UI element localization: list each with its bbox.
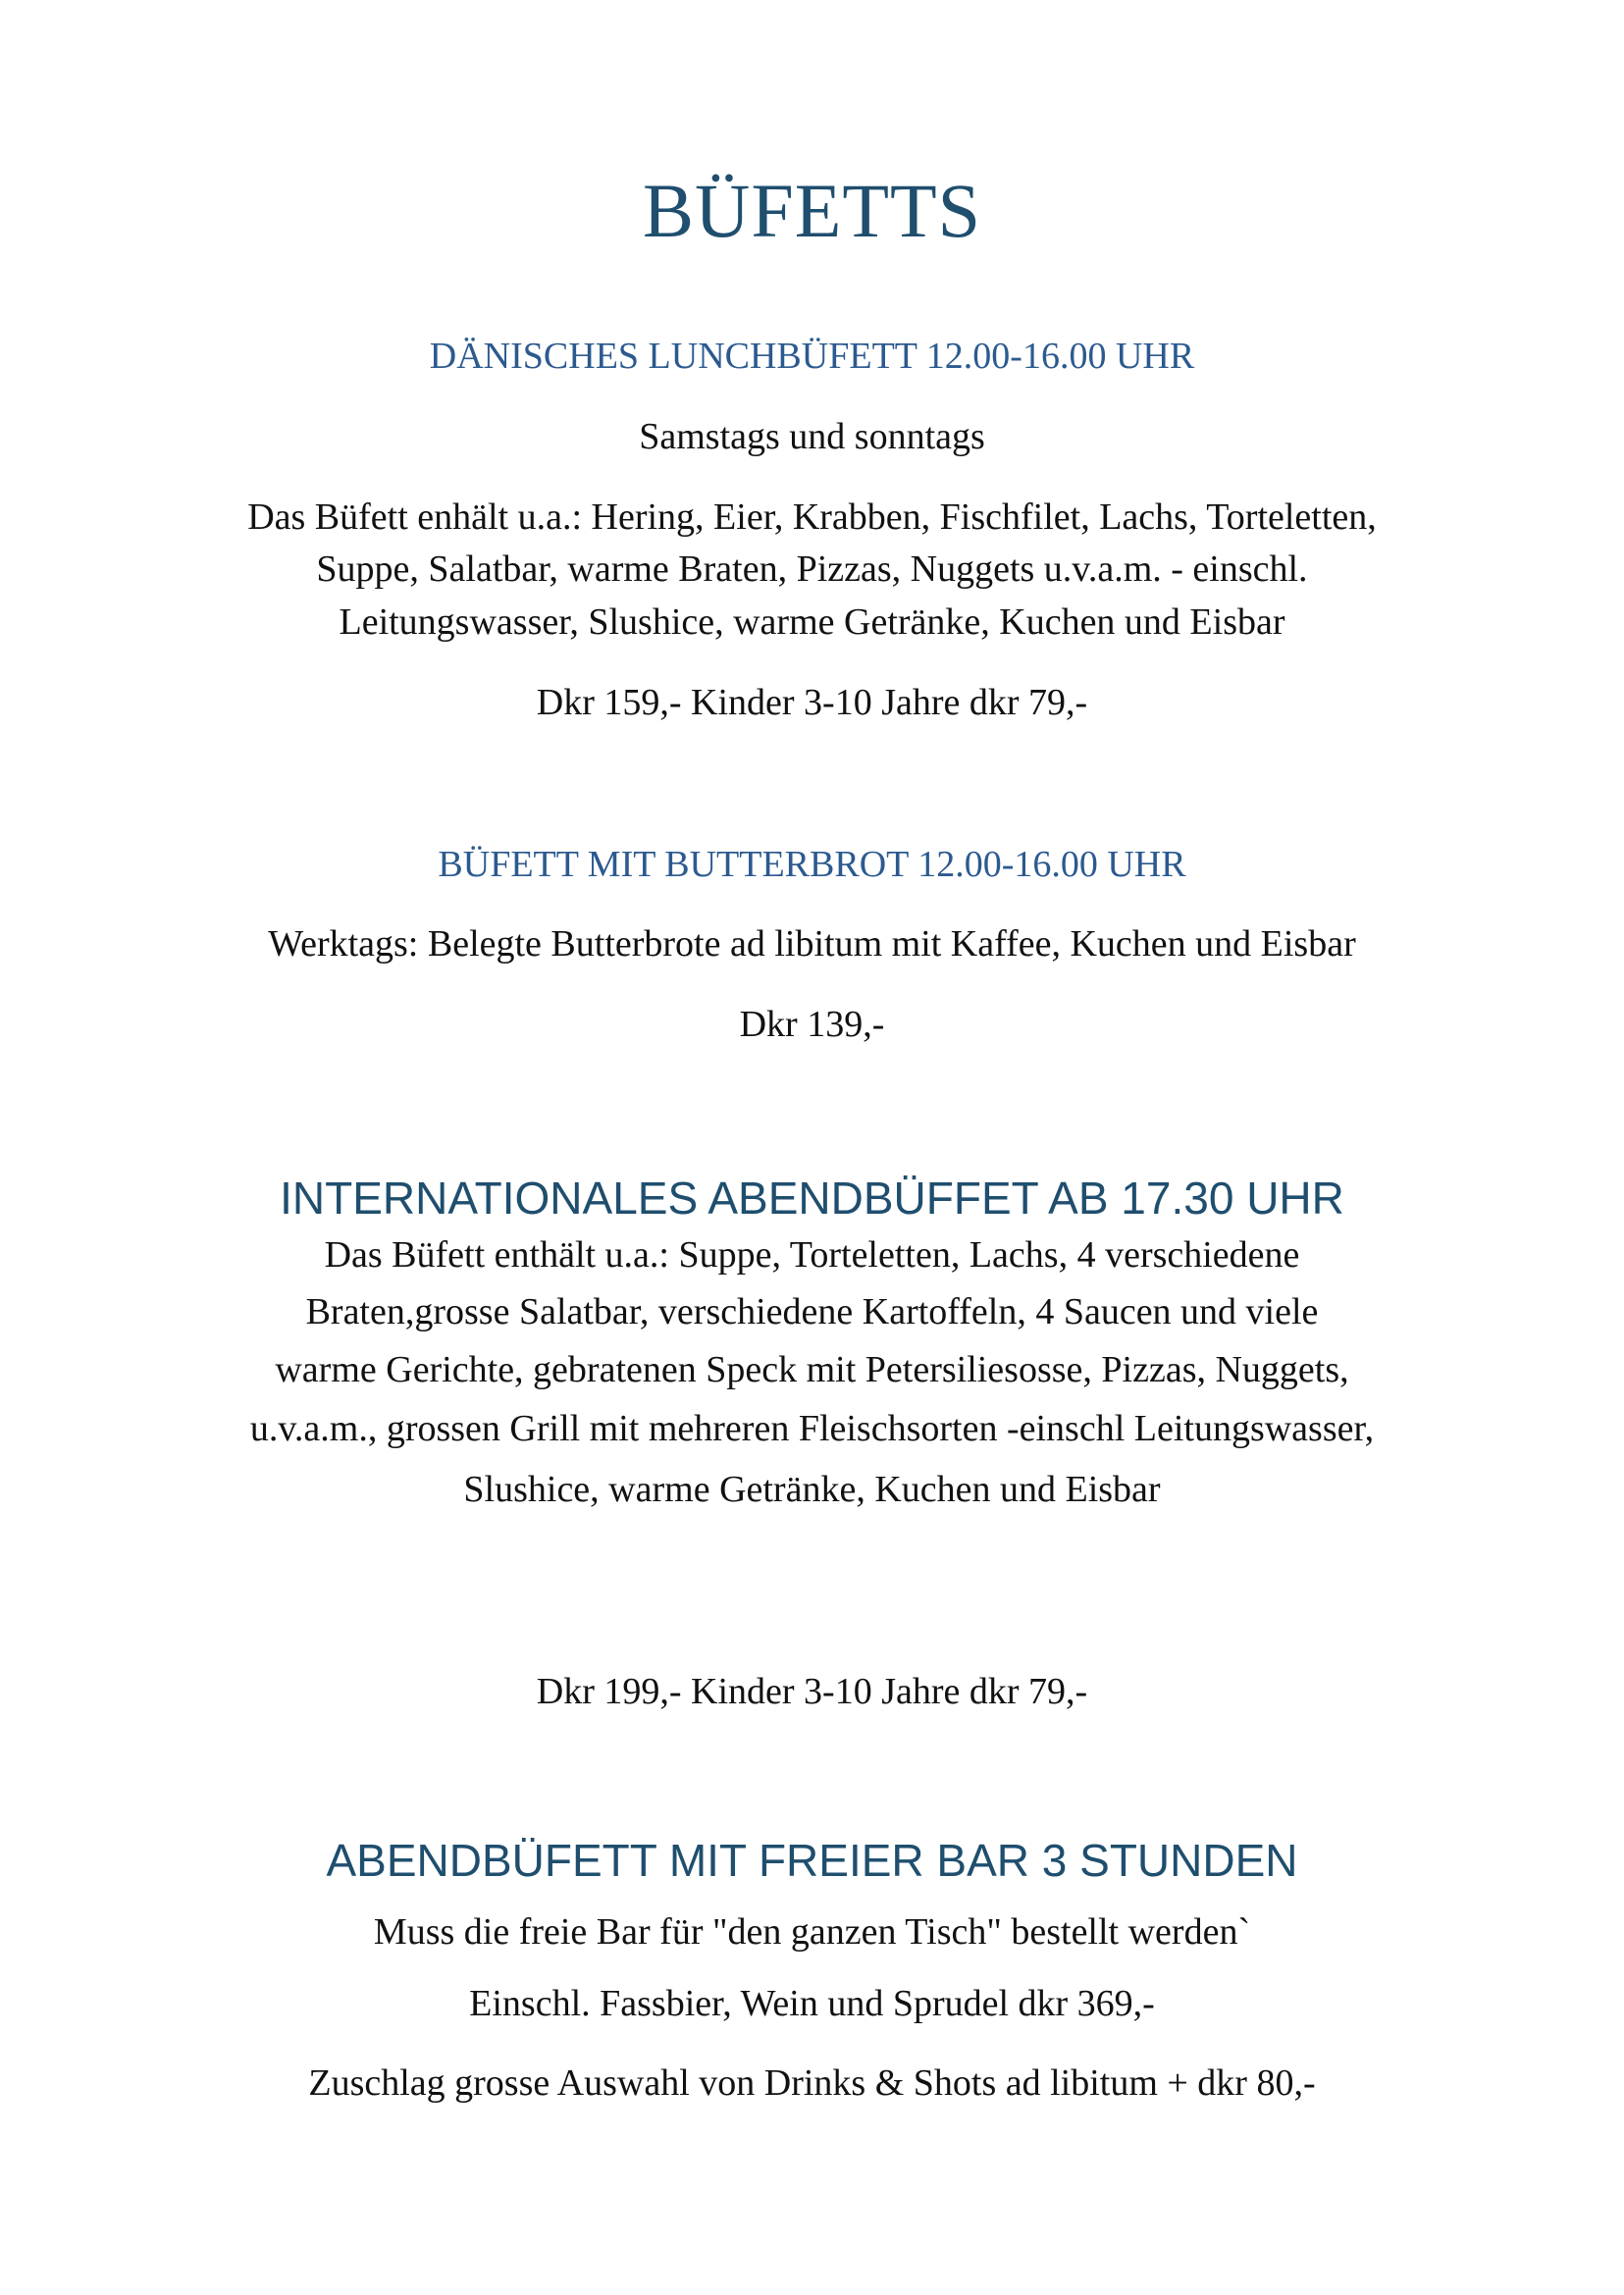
- page-title: BÜFETTS: [642, 168, 982, 253]
- section-heading-sandwich-buffet: BÜFETT MIT BUTTERBROT 12.00-16.00 UHR: [438, 844, 1186, 885]
- description-line: Zuschlag grosse Auswahl von Drinks & Shots ad libitum + dkr 80,-: [308, 2062, 1316, 2104]
- description-line: warme Gerichte, gebratenen Speck mit Petersiliesosse, Pizzas, Nuggets,: [275, 1349, 1349, 1390]
- price-line: Dkr 159,- Kinder 3-10 Jahre dkr 79,-: [536, 682, 1088, 723]
- section-heading-dinner-buffet: INTERNATIONALES ABENDBÜFFET AB 17.30 UHR: [280, 1173, 1344, 1224]
- description-line: Suppe, Salatbar, warme Braten, Pizzas, Nuggets u.v.a.m. - einschl.: [316, 548, 1308, 590]
- description-line: Das Büfett enthält u.a.: Suppe, Torteletten, Lachs, 4 verschiedene: [324, 1234, 1300, 1276]
- section-subtitle-weekend: Samstags und sonntags: [639, 416, 985, 457]
- description-line: Einschl. Fassbier, Wein und Sprudel dkr 369,-: [469, 1983, 1155, 2024]
- description-line: Leitungswasser, Slushice, warme Getränke, Kuchen und Eisbar: [339, 601, 1285, 643]
- description-line: Muss die freie Bar für "den ganzen Tisch" bestellt werden`: [373, 1911, 1251, 1953]
- description-line: Slushice, warme Getränke, Kuchen und Eisbar: [463, 1469, 1161, 1510]
- price-line: Dkr 199,- Kinder 3-10 Jahre dkr 79,-: [536, 1671, 1088, 1712]
- description-line: Das Büfett enhält u.a.: Hering, Eier, Krabben, Fischfilet, Lachs, Torteletten,: [247, 496, 1377, 538]
- description-line: Braten,grosse Salatbar, verschiedene Kartoffeln, 4 Saucen und viele: [305, 1291, 1319, 1332]
- description-line: Werktags: Belegte Butterbrote ad libitum mit Kaffee, Kuchen und Eisbar: [268, 923, 1356, 965]
- section-heading-lunch-buffet: DÄNISCHES LUNCHBÜFETT 12.00-16.00 UHR: [429, 336, 1195, 377]
- price-line: Dkr 139,-: [739, 1004, 885, 1045]
- description-line: u.v.a.m., grossen Grill mit mehreren Fleischsorten -einschl Leitungswasser,: [249, 1408, 1375, 1449]
- section-heading-free-bar: ABENDBÜFETT MIT FREIER BAR 3 STUNDEN: [326, 1835, 1298, 1886]
